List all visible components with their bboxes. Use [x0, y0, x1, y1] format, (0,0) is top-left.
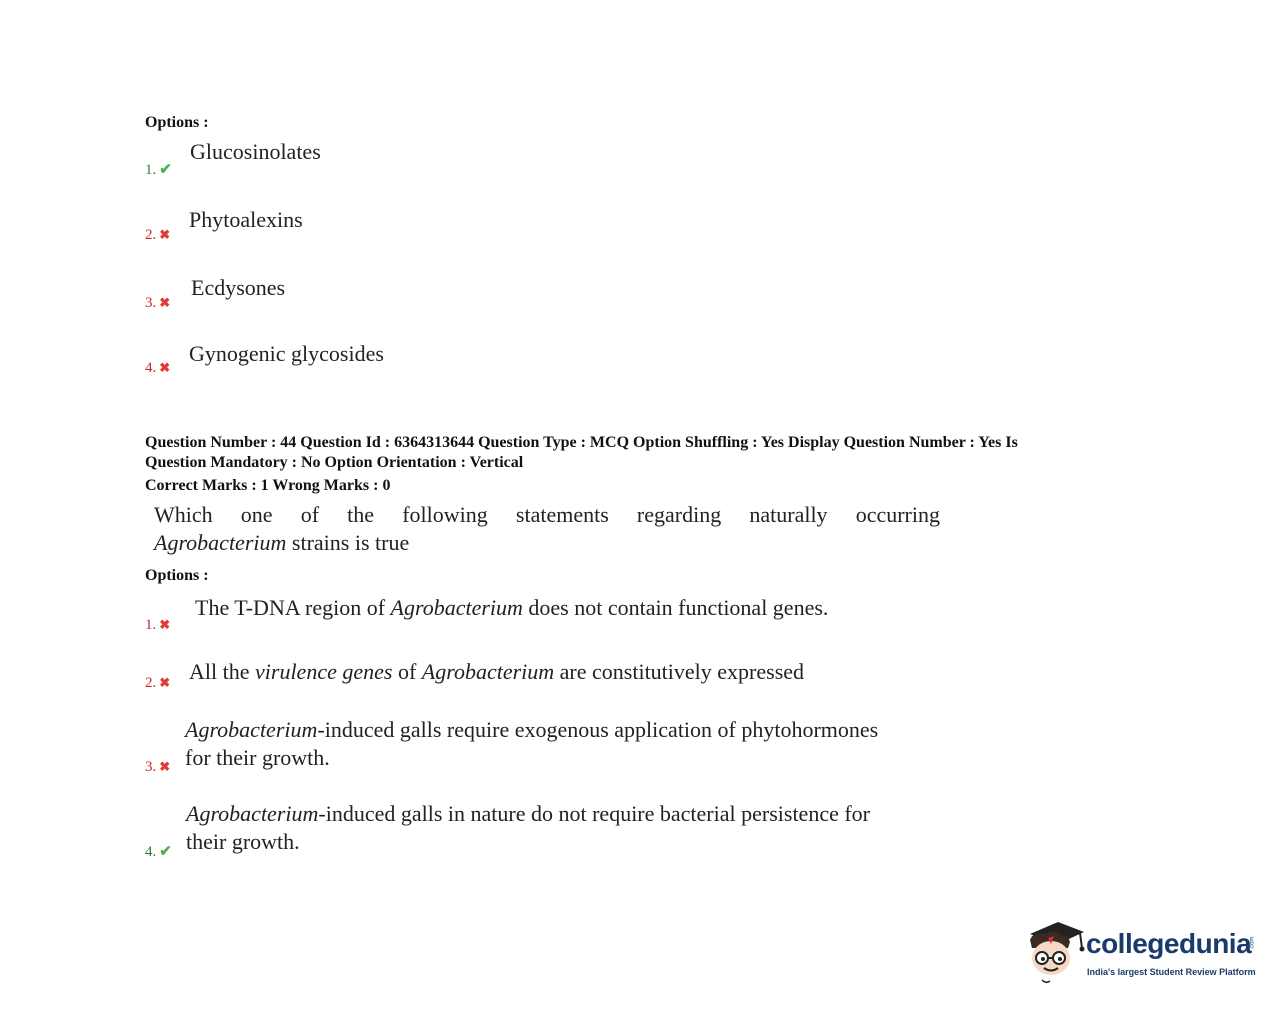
q44-option-number-2: 2. ✖ [145, 675, 171, 691]
logo-tagline: India's largest Student Review Platform [1087, 967, 1256, 977]
correct-check-icon: ✔ [159, 162, 172, 178]
mascot-icon [1024, 918, 1086, 988]
wrong-cross-icon: ✖ [159, 759, 171, 774]
option-text-1: Glucosinolates [190, 139, 321, 164]
option-text-2: Phytoalexins [189, 207, 303, 232]
question-meta [145, 433, 1125, 473]
option-number-3: 3. ✖ [145, 295, 171, 311]
option-number-1: 1. ✔ [145, 162, 172, 178]
wrong-cross-icon: ✖ [159, 617, 171, 632]
question-text [154, 501, 940, 557]
question-meta-line-1: Question Number : 44 Question Id : 6364313644 Question Type : MCQ Option Shuffling : Yes Display Question Number : Yes Is [145, 434, 1018, 451]
q44-option-number-4: 4. ✔ [145, 844, 172, 860]
option-text-4: Gynogenic glycosides [189, 341, 384, 366]
wrong-cross-icon: ✖ [159, 360, 171, 375]
wrong-cross-icon: ✖ [159, 295, 171, 310]
q44-option-text-2: All the virulence genes of Agrobacterium are constitutively expressed [189, 659, 805, 684]
question-text-line-2: Agrobacterium strains is true [154, 530, 410, 555]
logo-suffix: .com [1249, 936, 1256, 950]
question-meta-line-2: Question Mandatory : No Option Orientation : Vertical [145, 454, 524, 471]
q44-option-number-3: 3. ✖ [145, 759, 171, 775]
correct-check-icon: ✔ [159, 844, 172, 860]
options-label: Options : [145, 114, 209, 131]
wrong-cross-icon: ✖ [159, 675, 171, 690]
wrong-cross-icon: ✖ [159, 227, 171, 242]
q44-option-number-1: 1. ✖ [145, 617, 171, 633]
logo-wordmark: collegedunia [1086, 928, 1252, 959]
q44-option-text-1: The T-DNA region of Agrobacterium does not contain functional genes. [195, 595, 829, 620]
q44-option-text-4: Agrobacterium-induced galls in nature do not require bacterial persistence for their growth. [186, 801, 871, 854]
options-label-q44: Options : [145, 567, 209, 584]
marks-info: Correct Marks : 1 Wrong Marks : 0 [145, 477, 391, 494]
collegedunia-logo [1024, 918, 1254, 988]
option-number-4: 4. ✖ [145, 360, 171, 376]
option-text-3: Ecdysones [191, 275, 286, 300]
option-number-2: 2. ✖ [145, 227, 171, 243]
question-text-line-1: Which one of the following statements regarding naturally occurring [154, 502, 940, 527]
q44-option-text-3: Agrobacterium-induced galls require exogenous application of phytohormones for their growth. [185, 717, 879, 770]
